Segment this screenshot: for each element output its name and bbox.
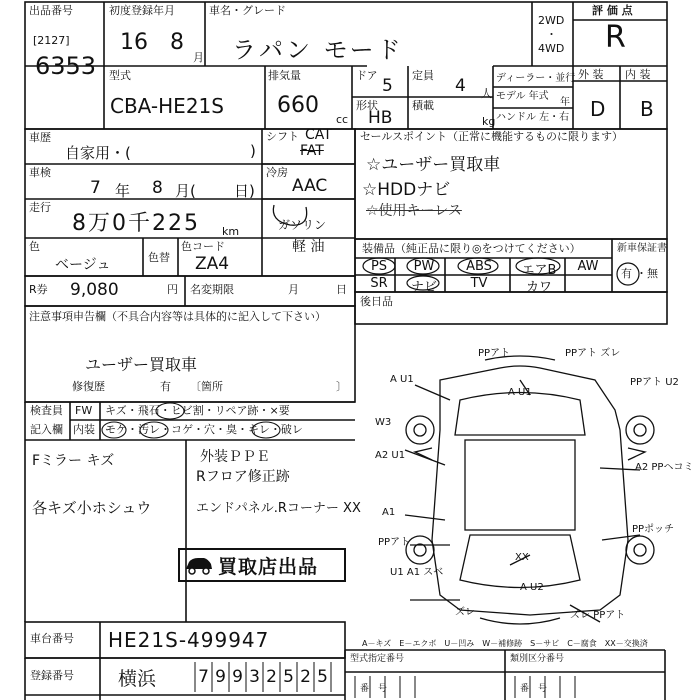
interior-check-items: モケ・汚レ・コゲ・穴・臭・キレ・破レ (105, 423, 303, 436)
recycle-value: 9,080 (70, 280, 119, 300)
registration-year: 16 (120, 30, 148, 55)
remark-4: 各キズ小ホシュウ (32, 499, 152, 517)
color-code: ZA4 (195, 254, 230, 274)
mileage-value: 8万0千225 (72, 211, 200, 236)
warranty-label: 新車保証書 (617, 243, 667, 254)
reg-digit: 2 (266, 667, 277, 687)
mark-left-door: A2 U1 (375, 450, 406, 461)
mark-right-front: PPアト U2 (630, 377, 679, 388)
displacement-label: 排気量 (268, 69, 301, 82)
seats: 4 (455, 76, 466, 96)
repair-history-value: 有 (160, 380, 171, 393)
shift-fat: FAT (300, 143, 324, 159)
registration-area: 横浜 (118, 668, 157, 690)
first-registration-label: 初度登録年月 (109, 4, 175, 17)
drive-separator: ・ (546, 28, 557, 41)
fw-items: キズ・飛石・ヒビ割・リペア跡・×要 (105, 404, 290, 417)
equip-abs: ABS (466, 259, 492, 274)
mark-front-right: PPアト ズレ (565, 348, 621, 359)
reg-digit: 3 (249, 667, 260, 687)
shape-label: 形状 (356, 99, 378, 112)
equip-airbag: エアB (521, 263, 557, 278)
reg-digit: 7 (198, 667, 209, 687)
shift-cat: CAT (305, 127, 332, 143)
mark-rear-panel: A U2 (520, 582, 544, 593)
lot-number: 6353 (35, 52, 97, 80)
chassis-label: 車台番号 (30, 632, 74, 645)
score-value: R (605, 20, 626, 55)
type-designation-sub: 番 号 (360, 684, 388, 694)
car-damage-diagram (370, 340, 694, 630)
reg-digit: 5 (317, 667, 328, 687)
reg-digit: 5 (283, 667, 294, 687)
fuel-gasoline: ガソリン (278, 218, 327, 232)
inspection-month: 8 (152, 178, 163, 198)
doors-label: ドア (356, 69, 378, 82)
inspection-year: 7 (90, 178, 101, 198)
category-label: 類別区分番号 (510, 654, 565, 664)
type-designation-label: 型式指定番号 (350, 654, 405, 664)
mark-front-left-fender: A U1 (390, 374, 414, 385)
inspector-label: 検査員 (30, 404, 63, 417)
cc-unit: cc (336, 113, 349, 126)
fuel-diesel: 軽 油 (292, 239, 325, 255)
color-code-label: 色コード (181, 240, 225, 253)
interior-check-label: 内装 (73, 423, 95, 436)
drive-2wd: 2WD (538, 14, 565, 27)
displacement: 660 (277, 93, 319, 118)
category-sub: 番 号 (520, 684, 548, 694)
warranty-circle-mark (615, 260, 645, 290)
buyback-stamp (178, 548, 346, 582)
mark-left-wheel: W3 (375, 417, 392, 428)
mileage-unit: km (222, 225, 240, 238)
cooling-value: AAC (292, 176, 328, 196)
inspection-year-unit: 年 (115, 182, 131, 200)
notes-label: 注意事項申告欄（不具合内容等は具体的に記入して下さい） (29, 310, 326, 323)
color-change-label: 色替 (148, 251, 170, 264)
remark-5: エンドパネル.Rコーナー XX (196, 501, 361, 516)
car-name-label: 車名・グレード (209, 4, 286, 17)
car-icon (184, 555, 214, 575)
mark-trunk: XX (515, 552, 529, 563)
remark-3: Rフロア修正跡 (196, 469, 290, 485)
inspection-label: 車検 (29, 166, 51, 179)
load-label: 積載 (412, 99, 434, 112)
exterior-grade: D (590, 97, 606, 121)
load-unit: kg (482, 115, 496, 128)
entry-label: 記入欄 (30, 423, 63, 436)
remark-2: 外装ＰＰＥ (200, 449, 270, 465)
seats-label: 定員 (412, 69, 434, 82)
inspection-month-unit: 月( (175, 182, 196, 200)
reg-digit: 9 (232, 667, 243, 687)
history-label: 車歴 (29, 131, 51, 144)
equip-sr: SR (370, 276, 388, 291)
damage-legend: A－キズ E－エクボ U－凹み W－補修跡 S－サビ C－腐食 XX－交換済 (362, 639, 648, 648)
registration-month: 8 (170, 30, 184, 55)
reg-digit: 9 (215, 667, 226, 687)
lot-number-label: 出品番号 (29, 4, 73, 17)
mark-rear-bumper-right: ズレ PPアト (570, 610, 626, 621)
cooling-label: 冷房 (266, 166, 288, 179)
recycle-unit: 円 (167, 283, 178, 296)
name-change-label: 名変期限 (190, 283, 234, 296)
sales-point-3: ☆使用キーレス (366, 203, 462, 219)
model-label: 型式 (109, 69, 131, 82)
mark-hood: A U1 (508, 387, 532, 398)
mark-rear-bumper-left: ズレ (455, 607, 475, 618)
exterior-label: 外 装 (578, 68, 604, 81)
color-value: ベージュ (55, 257, 111, 273)
equip-tv: TV (470, 276, 488, 291)
sales-point-2: ☆HDDナビ (362, 180, 451, 200)
inspection-day-unit: 日) (234, 182, 255, 200)
handle-label: ハンドル 左・右 (496, 112, 570, 123)
equip-ps: PS (370, 259, 388, 274)
repair-history-close: 〕 (336, 380, 347, 393)
seats-unit: 人 (481, 87, 492, 100)
repair-history-label: 修復歴 (72, 380, 105, 393)
dealer-label: ディーラー・並行 (496, 73, 576, 84)
mark-rear-left: U1 A1 スベ (390, 567, 444, 578)
mark-left-rear: A1 (382, 507, 396, 518)
interior-grade: B (640, 97, 654, 121)
interior-label: 内 装 (625, 68, 651, 81)
warranty-none: ・無 (636, 267, 658, 280)
model-code: CBA-HE21S (110, 94, 224, 118)
mark-right-rear: PPポッチ (632, 524, 675, 535)
equipment-check-marks (360, 256, 610, 292)
recycle-label: R券 (29, 283, 48, 296)
remark-1: Fミラー キズ (32, 453, 115, 469)
repair-history-place: 〔箇所 (190, 380, 223, 393)
name-change-month: 月 (288, 283, 299, 296)
fuel-circle-mark (270, 201, 310, 231)
fw-label: FW (75, 404, 93, 417)
registration-month-unit: 月 (193, 51, 204, 64)
notes-text: ユーザー買取車 (85, 355, 198, 374)
color-label: 色 (29, 240, 40, 253)
history-close: ) (250, 142, 256, 160)
inspector-check-marks (100, 400, 360, 442)
registration-label: 登録番号 (30, 669, 74, 682)
warranty-have: 有 (621, 267, 632, 280)
car-name: ラパン モード (232, 36, 404, 64)
equip-navi: ナビ (410, 280, 437, 295)
sales-point-1: ☆ユーザー買取車 (366, 155, 501, 175)
equip-aw: AW (577, 259, 599, 274)
equip-pw: PW (413, 259, 435, 274)
history-value: 自家用・( (65, 144, 131, 162)
mark-right-door: A2 PPヘコミ (635, 462, 694, 473)
shift-label: シフト (266, 130, 299, 143)
equip-leather: カワ (525, 280, 552, 295)
reg-digit: 2 (300, 667, 311, 687)
equipment-label: 装備品（純正品に限り◎をつけてください） (362, 242, 581, 255)
chassis-number: HE21S-499947 (108, 628, 270, 652)
sales-point-label: セールスポイント（正常に機能するものに限ります） (360, 130, 624, 143)
model-year-label: モデル 年式 (496, 91, 549, 102)
later-items-label: 後日品 (360, 295, 393, 308)
doors: 5 (382, 76, 393, 96)
mark-left-rear-wheel: PPアト (378, 537, 411, 548)
model-year-unit: 年 (560, 97, 570, 108)
mark-front-pp: PPアト (478, 348, 511, 359)
stamp-text: 買取店出品 (218, 555, 319, 578)
mileage-label: 走行 (29, 201, 51, 214)
drive-4wd: 4WD (538, 42, 565, 55)
name-change-day: 日 (336, 283, 347, 296)
lot-sub-code: [2127] (33, 34, 70, 47)
score-label: 評 価 点 (592, 4, 633, 17)
body-shape: HB (368, 108, 393, 128)
